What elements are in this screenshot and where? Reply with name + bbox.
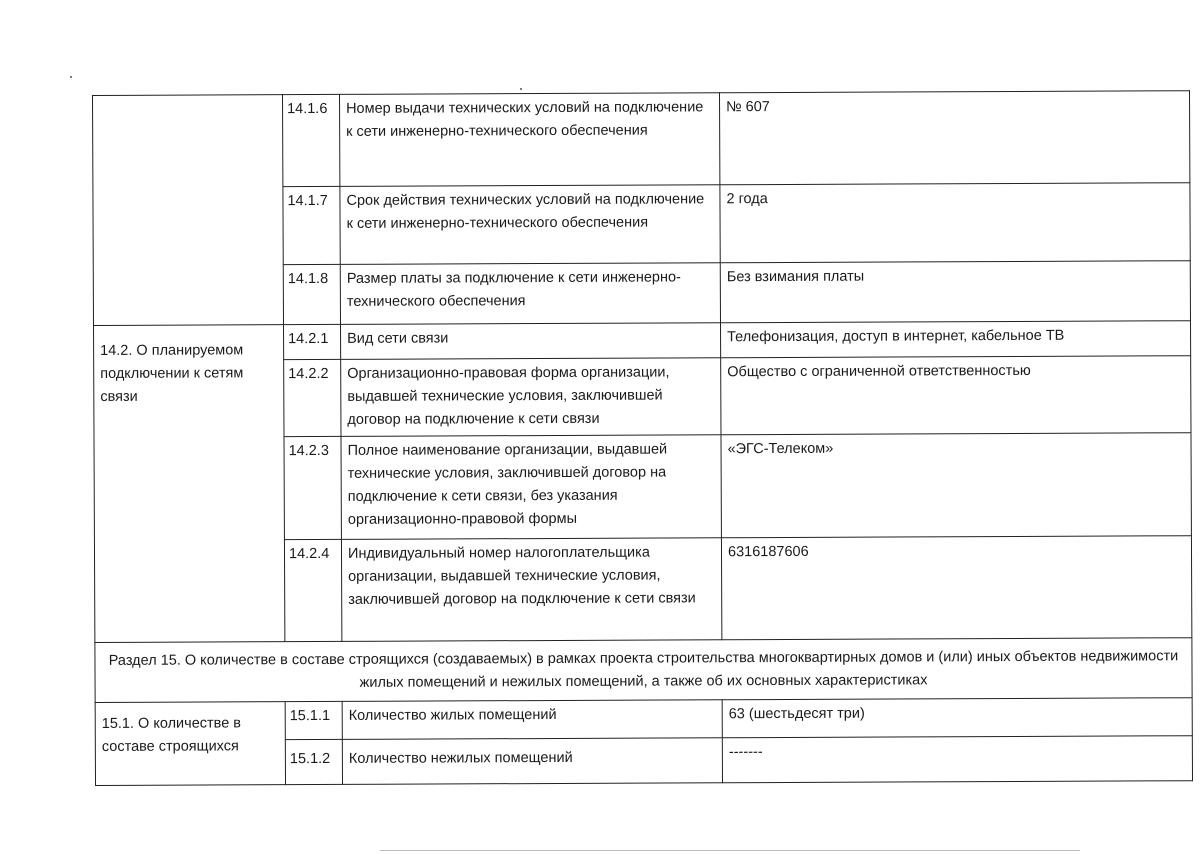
item-value: Телефонизация, доступ в интернет, кабельное ТВ <box>720 321 1190 358</box>
group-title: 15.1. О количестве в составе строящихся <box>95 702 285 786</box>
group-cell-empty <box>93 95 284 326</box>
item-code: 14.2.4 <box>284 539 341 641</box>
item-value: ------- <box>722 736 1192 783</box>
item-label: Полное наименование организации, выдавшей технические условия, заключившей договор на подключение к сети связи, без указания организационно-правовой формы <box>341 435 721 540</box>
item-value: Общество с ограниченной ответственностью <box>721 356 1191 435</box>
item-code: 14.1.6 <box>283 94 340 186</box>
item-value: «ЭГС-Телеком» <box>721 433 1191 538</box>
item-value: № 607 <box>719 91 1189 185</box>
section-title: Раздел 15. О количестве в составе строящихся (создаваемых) в рамках проекта строительства многоквартирных домов и (или) иных объектов недвижимости жилых помещений и нежилых помещений, а также об их основных характеристиках <box>95 638 1192 703</box>
item-label: Количество жилых помещений <box>342 700 722 740</box>
item-code: 15.1.1 <box>285 701 342 739</box>
document-table <box>92 90 1193 786</box>
item-label: Индивидуальный номер налогоплательщика организации, выдавшей технические условия, заключившей договор на подключение к сети связи <box>341 538 721 642</box>
item-code: 15.1.2 <box>285 739 342 784</box>
table-row <box>95 698 1192 741</box>
table-row <box>93 91 1190 188</box>
item-code: 14.1.8 <box>283 264 340 324</box>
item-code: 14.2.3 <box>284 436 341 539</box>
item-value: 6316187606 <box>721 536 1191 640</box>
item-value: 63 (шестьдесят три) <box>722 698 1192 738</box>
item-label: Вид сети связи <box>341 323 721 360</box>
item-label: Номер выдачи технических условий на подключение к сети инженерно-технического обеспечения <box>339 93 719 187</box>
item-label: Количество нежилых помещений <box>342 738 722 785</box>
item-label: Срок действия технических условий на подключение к сети инженерно-технического обеспечения <box>340 185 720 265</box>
section-header-row <box>95 638 1192 703</box>
item-code: 14.2.1 <box>284 324 341 359</box>
item-label: Размер платы за подключение к сети инженерно-технического обеспечения <box>340 263 720 325</box>
table-row <box>94 321 1191 361</box>
scan-speck <box>520 88 522 90</box>
item-label: Организационно-правовая форма организации, выдавшей технические условия, заключившей договор на подключение к сети связи <box>341 358 721 437</box>
scan-edge <box>380 850 1080 851</box>
item-code: 14.1.7 <box>283 186 340 264</box>
item-value: Без взимания платы <box>720 261 1190 323</box>
group-title: 14.2. О планируемом подключении к сетям связи <box>94 325 285 643</box>
item-code: 14.2.2 <box>284 359 341 436</box>
item-value: 2 года <box>720 183 1190 263</box>
scan-speck <box>70 76 72 78</box>
